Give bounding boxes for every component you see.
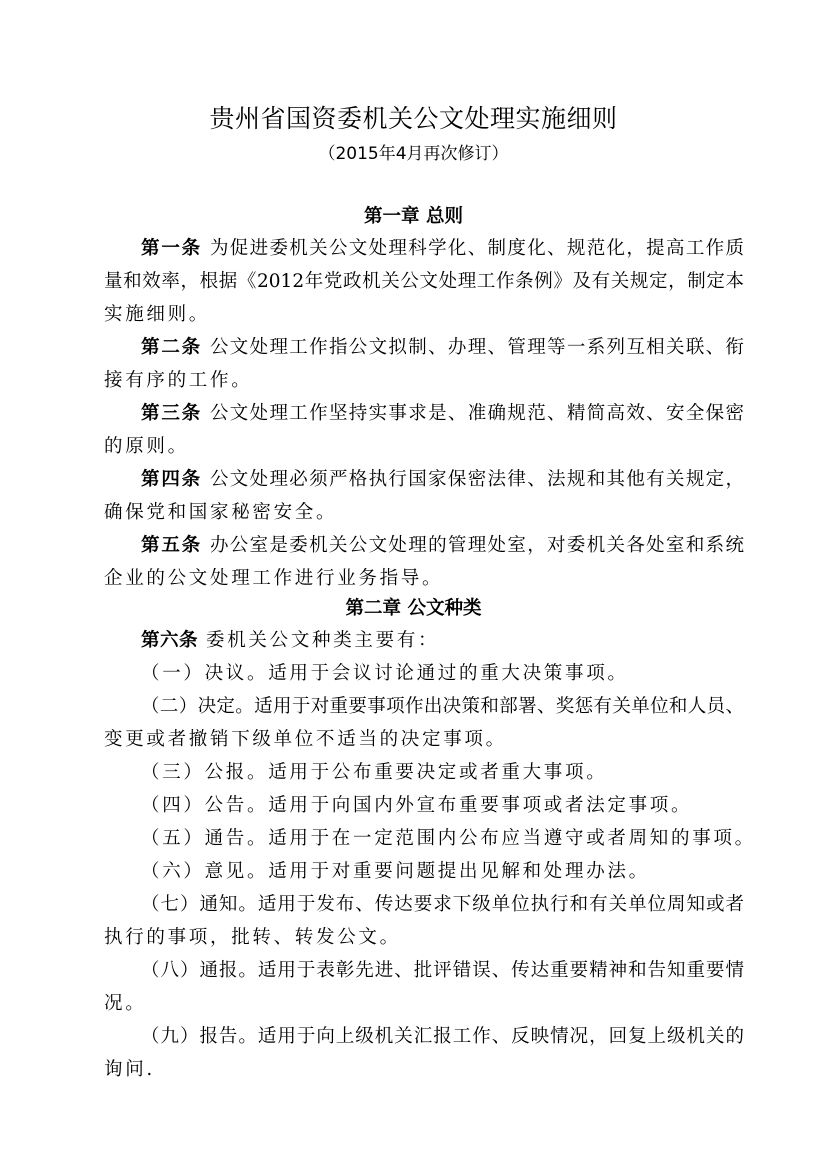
article-2-label: 第二条 bbox=[141, 337, 202, 358]
article-6-label: 第六条 bbox=[141, 630, 199, 651]
article-3-line-2: 的原则。 bbox=[104, 436, 189, 457]
article-4-line-2: 确保党和国家秘密安全。 bbox=[104, 502, 338, 523]
item-9-line-1: （九）报告。适用于向上级机关汇报工作、反映情况，回复上级机关的 bbox=[141, 1026, 744, 1047]
item-5: （五）通告。适用于在一定范围内公布应当遵守或者周知的事项。 bbox=[141, 828, 756, 849]
document-title: 贵州省国资委机关公文处理实施细则 bbox=[209, 104, 618, 133]
article-3-label: 第三条 bbox=[141, 403, 202, 424]
article-5-line-1 bbox=[141, 533, 744, 559]
item-2-line-1: （二）决定。适用于对重要事项作出决策和部署、奖惩有关单位和人员、 bbox=[141, 696, 744, 717]
document-subtitle: （2015年4月再次修订） bbox=[318, 144, 509, 164]
article-5-label: 第五条 bbox=[141, 535, 202, 556]
article-4-line-1 bbox=[141, 467, 744, 493]
article-2-text: 公文处理工作指公文拟制、办理、管理等一系列互相关联、衔 bbox=[209, 337, 744, 358]
article-2-line-2: 接有序的工作。 bbox=[104, 370, 253, 391]
item-6: （六）意见。适用于对重要问题提出见解和处理办法。 bbox=[141, 861, 650, 882]
article-5-line-2: 企业的公文处理工作进行业务指导。 bbox=[104, 568, 444, 589]
item-9-line-2: 询问. bbox=[104, 1059, 155, 1080]
article-1-line-1 bbox=[141, 236, 744, 262]
article-6-text: 委机关公文种类主要有： bbox=[206, 630, 440, 651]
article-6-line-1 bbox=[141, 628, 744, 654]
chapter-heading-2: 第二章 公文种类 bbox=[345, 598, 482, 619]
article-3-line-1 bbox=[141, 401, 744, 427]
article-1-text: 为促进委机关公文处理科学化、制度化、规范化，提高工作质 bbox=[209, 238, 744, 259]
article-1-line-2: 量和效率，根据《2012年党政机关公文处理工作条例》及有关规定，制定本 bbox=[104, 271, 744, 292]
article-2-line-1 bbox=[141, 335, 744, 361]
item-1: （一）决议。适用于会议讨论通过的重大决策事项。 bbox=[141, 663, 629, 684]
article-4-label: 第四条 bbox=[141, 469, 202, 490]
item-8-line-1: （八）通报。适用于表彰先进、批评错误、传达重要精神和告知重要情 bbox=[141, 960, 744, 981]
article-4-text: 公文处理必须严格执行国家保密法律、法规和其他有关规定， bbox=[209, 469, 744, 490]
item-2-line-2: 变更或者撤销下级单位不适当的决定事项。 bbox=[104, 729, 507, 750]
article-1-label: 第一条 bbox=[141, 238, 202, 259]
chapter-heading-1: 第一章 总则 bbox=[364, 206, 463, 227]
article-3-text: 公文处理工作坚持实事求是、准确规范、精简高效、安全保密 bbox=[209, 403, 744, 424]
item-3: （三）公报。适用于公布重要决定或者重大事项。 bbox=[141, 762, 608, 783]
item-7-line-2: 执行的事项，批转、转发公文。 bbox=[104, 927, 401, 948]
item-4: （四）公告。适用于向国内外宣布重要事项或者法定事项。 bbox=[141, 795, 693, 816]
article-1-line-3: 实施细则。 bbox=[104, 304, 211, 325]
item-7-line-1: （七）通知。适用于发布、传达要求下级单位执行和有关单位周知或者 bbox=[141, 894, 744, 915]
article-5-text: 办公室是委机关公文处理的管理处室，对委机关各处室和系统 bbox=[209, 535, 744, 556]
item-8-line-2: 况。 bbox=[104, 993, 147, 1014]
